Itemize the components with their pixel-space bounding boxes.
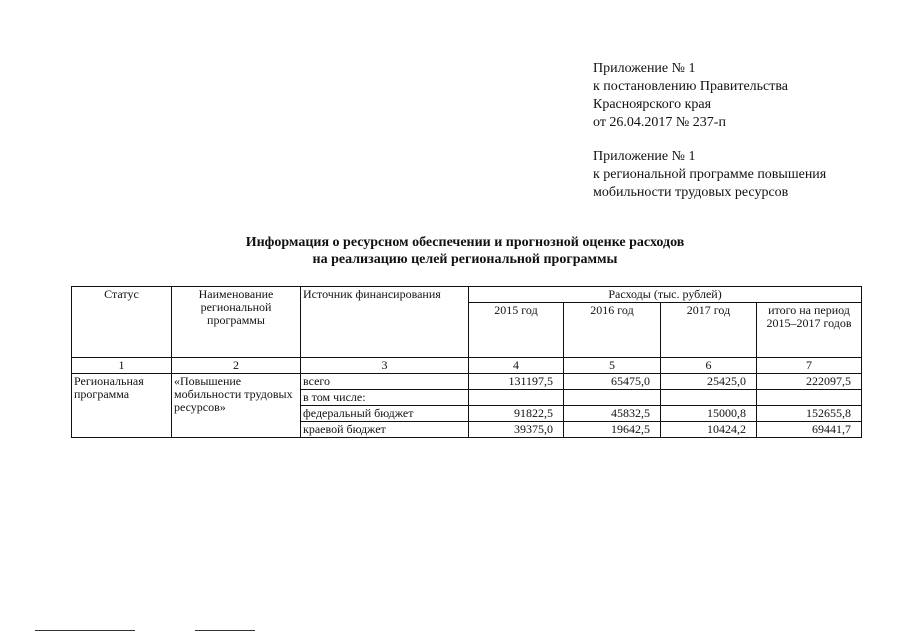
- appendix-2-line: к региональной программе повышения: [593, 167, 827, 182]
- column-number: 5: [564, 358, 661, 374]
- value-cell: [564, 390, 661, 406]
- column-number: 1: [72, 358, 172, 374]
- column-number-row: [72, 358, 862, 374]
- header-year-2015: 2015 год: [469, 303, 564, 358]
- appendix-1-line: к постановлению Правительства: [593, 79, 789, 94]
- value-cell: 25425,0: [661, 374, 757, 390]
- header-total: итого на период 2015–2017 годов: [757, 303, 862, 358]
- value-cell: 131197,5: [469, 374, 564, 390]
- header-expenses: Расходы (тыс. рублей): [469, 287, 862, 303]
- header-year-2016: 2016 год: [564, 303, 661, 358]
- value-cell: 15000,8: [661, 406, 757, 422]
- source-cell: федеральный бюджет: [301, 406, 469, 422]
- value-cell: 45832,5: [564, 406, 661, 422]
- title-line: на реализацию целей региональной программы: [312, 252, 618, 267]
- appendix-2-line: мобильности трудовых ресурсов: [593, 185, 789, 200]
- document-header: [593, 60, 826, 202]
- value-cell: [661, 390, 757, 406]
- appendix-1-line: от 26.04.2017 № 237-п: [593, 115, 726, 130]
- header-year-2017: 2017 год: [661, 303, 757, 358]
- footer-divider: [195, 630, 255, 631]
- program-status: Региональная программа: [72, 374, 172, 438]
- column-number: 4: [469, 358, 564, 374]
- appendix-2-line: Приложение № 1: [593, 149, 696, 164]
- value-cell: 19642,5: [564, 422, 661, 438]
- column-number: 6: [661, 358, 757, 374]
- value-cell: 91822,5: [469, 406, 564, 422]
- column-number: 3: [301, 358, 469, 374]
- appendix-2-block: [593, 148, 826, 202]
- value-cell: [757, 390, 862, 406]
- value-cell: 65475,0: [564, 374, 661, 390]
- header-spacer: [593, 132, 826, 148]
- header-status: Статус: [72, 287, 172, 358]
- program-name: «Повышение мобильности трудовых ресурсов»: [172, 374, 301, 438]
- column-number: 7: [757, 358, 862, 374]
- table-row: [72, 374, 862, 390]
- value-cell: 10424,2: [661, 422, 757, 438]
- title-line: Информация о ресурсном обеспечении и прогнозной оценке расходов: [245, 235, 685, 250]
- source-cell: всего: [301, 374, 469, 390]
- header-program-name: Наименование региональной программы: [172, 287, 301, 358]
- source-cell: в том числе:: [301, 390, 469, 406]
- appendix-1-line: Красноярского края: [593, 97, 712, 112]
- value-cell: 39375,0: [469, 422, 564, 438]
- header-row: [72, 287, 862, 303]
- value-cell: [469, 390, 564, 406]
- appendix-1-block: [593, 60, 826, 132]
- value-cell: 69441,7: [757, 422, 862, 438]
- appendix-1-line: Приложение № 1: [593, 61, 696, 76]
- value-cell: 152655,8: [757, 406, 862, 422]
- document-title: [70, 234, 860, 268]
- header-source: Источник финансирования: [301, 287, 469, 358]
- source-cell: краевой бюджет: [301, 422, 469, 438]
- resource-table: [71, 286, 862, 438]
- footer-divider: [35, 630, 135, 631]
- value-cell: 222097,5: [757, 374, 862, 390]
- column-number: 2: [172, 358, 301, 374]
